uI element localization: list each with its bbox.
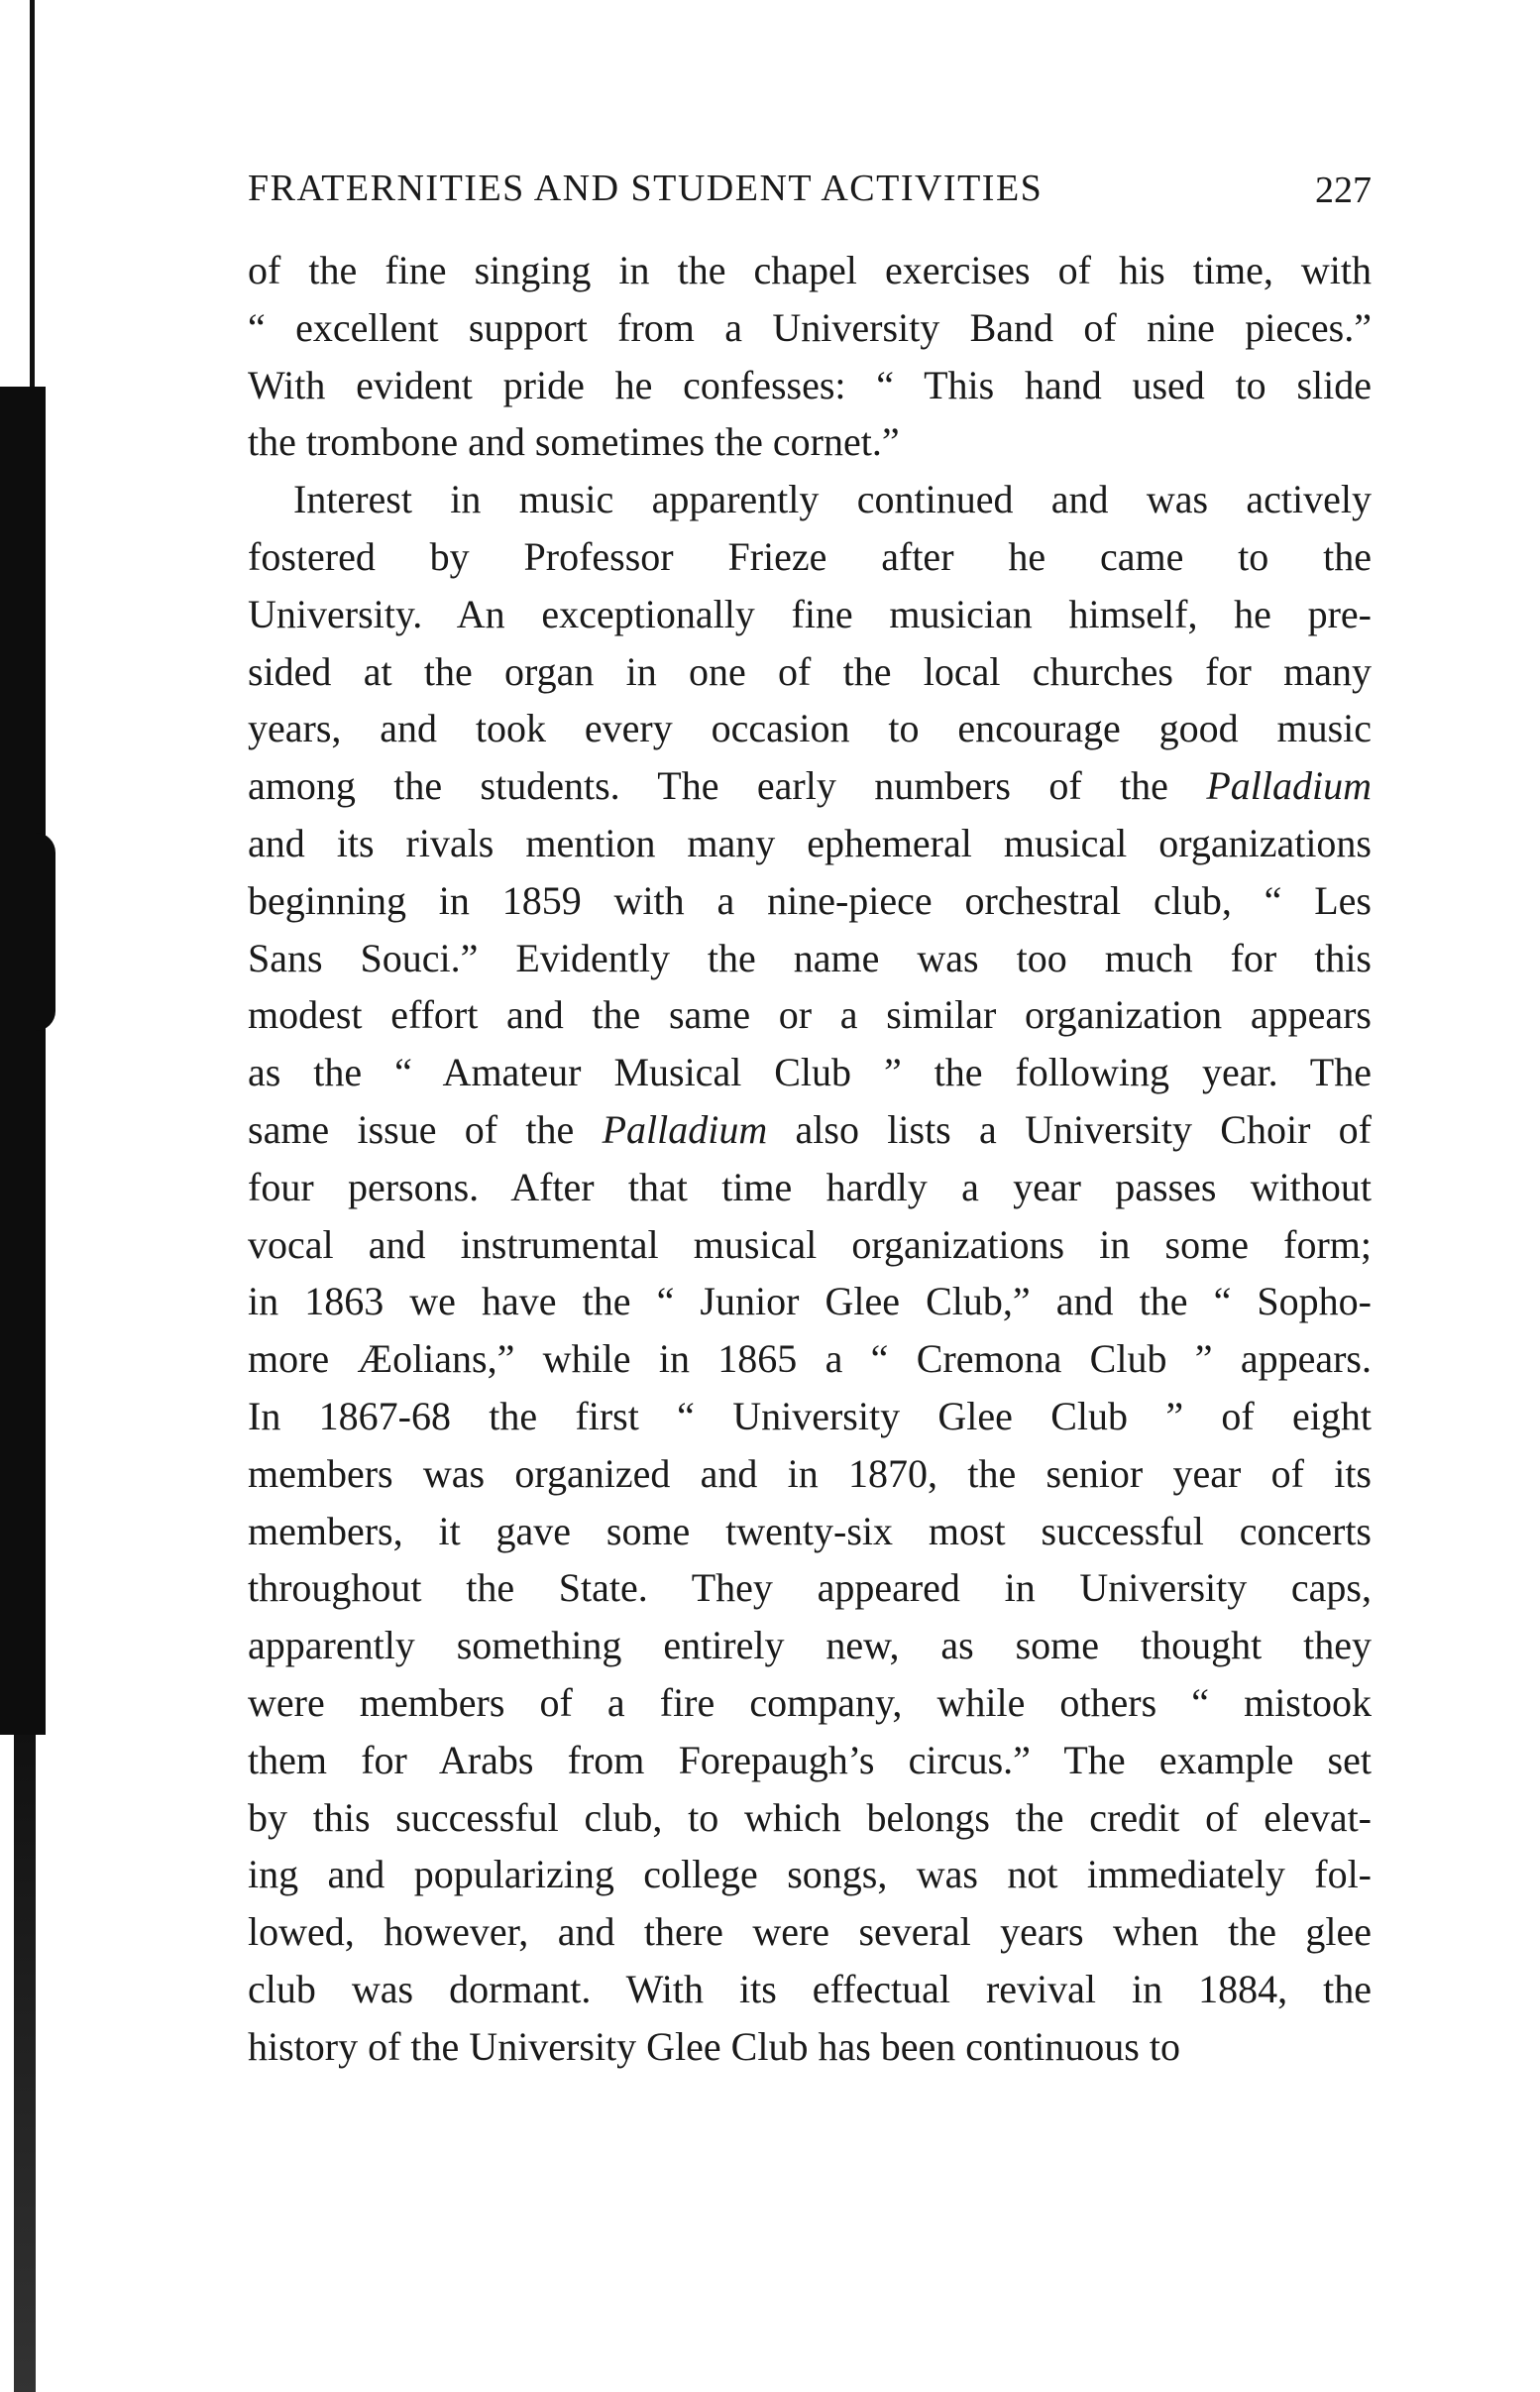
text-segment: fostered by Professor Frieze after he came to the [248,533,1372,579]
text-line-content [248,757,1372,815]
text-line-content [248,586,1372,643]
text-segment: and its rivals mention many ephemeral musical organizations [248,820,1372,865]
text-line [248,1789,1372,1847]
body-text [248,242,1372,2076]
text-segment: sided at the organ in one of the local churches for many [248,648,1372,694]
text-line [248,1388,1372,1445]
text-line [248,357,1372,414]
text-line-content [248,1674,1372,1732]
text-segment: the trombone and sometimes the cornet.” [248,419,900,465]
text-segment: University. An exceptionally fine musician himself, he pre- [248,591,1372,636]
text-line [248,1101,1372,1159]
text-line [248,1330,1372,1388]
text-line [248,413,1372,471]
text-line-content [248,1903,1372,1961]
binding-shadow-blob [0,833,55,1031]
text-line [248,1732,1372,1789]
text-line-content [248,1732,1372,1789]
italic-title: Palladium [602,1106,768,1152]
text-line-content [248,1503,1372,1560]
text-segment: by this successful club, to which belongs the credit of elevat- [248,1794,1372,1840]
running-head: FRATERNITIES AND STUDENT ACTIVITIES [248,168,1044,209]
text-line [248,1159,1372,1216]
text-line-content [248,930,1372,987]
text-line-content [248,643,1372,701]
text-line-content [248,1044,1372,1101]
text-line-content [248,1846,1372,1903]
text-line [248,1903,1372,1961]
text-segment: modest effort and the same or a similar organization appears [248,992,1372,1038]
page-number: 227 [1315,170,1372,211]
binding-shadow-lower [14,1735,36,2392]
text-line-content [248,872,1372,930]
text-line-content [248,1330,1372,1388]
text-segment: more Æolians,” while in 1865 a “ Cremona Club ” appears. [248,1336,1372,1382]
text-line-content [248,528,1372,586]
text-line-content [248,1961,1372,2018]
text-line [248,1044,1372,1101]
text-line-content [248,1789,1372,1847]
text-line [248,586,1372,643]
text-segment: “ excellent support from a University Band of nine pieces.” [248,304,1372,350]
text-line-content [248,815,1372,872]
text-line [248,643,1372,701]
italic-title: Palladium [1206,763,1372,809]
text-line [248,1273,1372,1330]
text-line [248,1617,1372,1674]
text-line-content [248,1273,1372,1330]
text-segment: among the students. The early numbers of the [248,763,1207,809]
text-segment: history of the University Glee Club has been continuous to [248,2023,1180,2069]
text-segment: of the fine singing in the chapel exercises of his time, with [248,248,1372,292]
text-segment: lowed, however, and there were several years when the glee [248,1909,1372,1955]
text-line [248,1674,1372,1732]
text-line-content [248,986,1372,1044]
text-line-content [248,1159,1372,1216]
text-line-content [248,413,1372,471]
text-line-content [248,1388,1372,1445]
text-segment: club was dormant. With its effectual revival in 1884, the [248,1966,1372,2011]
text-line [248,242,1372,299]
text-segment: Interest in music apparently continued and was actively [293,477,1372,522]
text-line-content [248,1617,1372,1674]
text-line-content [248,1559,1372,1617]
text-segment: apparently something entirely new, as some thought they [248,1623,1372,1668]
text-line-content [248,1216,1372,1274]
text-line-content [248,242,1372,299]
text-line [248,1559,1372,1617]
text-line-content [248,700,1372,757]
text-segment: also lists a University Choir of [767,1106,1373,1152]
text-segment: them for Arabs from Forepaugh’s circus.” The example set [248,1737,1372,1782]
text-line [248,700,1372,757]
text-segment: beginning in 1859 with a nine-piece orchestral club, “ Les [248,877,1372,923]
text-line-content [248,299,1372,357]
text-line-content [248,1101,1372,1159]
text-line [248,2018,1372,2076]
text-line [248,930,1372,987]
text-line [248,986,1372,1044]
text-segment: vocal and instrumental musical organizations in some form; [248,1221,1372,1267]
text-segment: ing and popularizing college songs, was not immediately fol- [248,1852,1372,1897]
text-segment: as the “ Amateur Musical Club ” the following year. The [248,1050,1372,1095]
text-line [248,1445,1372,1503]
text-segment: members, it gave some twenty-six most successful concerts [248,1508,1372,1553]
text-line-content [293,471,1372,528]
text-segment: in 1863 we have the “ Junior Glee Club,” and the “ Sopho- [248,1279,1372,1324]
text-line [248,872,1372,930]
text-line [248,1503,1372,1560]
text-segment: Sans Souci.” Evidently the name was too much for this [248,935,1372,980]
text-line-content [248,357,1372,414]
text-line-content [248,2018,1372,2076]
text-segment: four persons. After that time hardly a year passes without [248,1164,1372,1209]
text-segment: years, and took every occasion to encourage good music [248,706,1372,751]
text-segment: With evident pride he confesses: “ This hand used to slide [248,362,1372,407]
text-line [248,471,1372,528]
text-segment: same issue of the [248,1106,603,1152]
text-line [248,1216,1372,1274]
page-header [248,167,1372,222]
text-line-content [248,1445,1372,1503]
text-line [248,1846,1372,1903]
binding-shadow [0,387,46,1735]
text-line [248,299,1372,357]
text-segment: In 1867-68 the first “ University Glee Club ” of eight [248,1393,1372,1438]
text-line [248,757,1372,815]
text-segment: throughout the State. They appeared in University caps, [248,1565,1372,1611]
text-segment: members was organized and in 1870, the senior year of its [248,1450,1372,1496]
text-line [248,528,1372,586]
text-line [248,815,1372,872]
text-line [248,1961,1372,2018]
text-segment: were members of a fire company, while others “ mistook [248,1679,1372,1725]
